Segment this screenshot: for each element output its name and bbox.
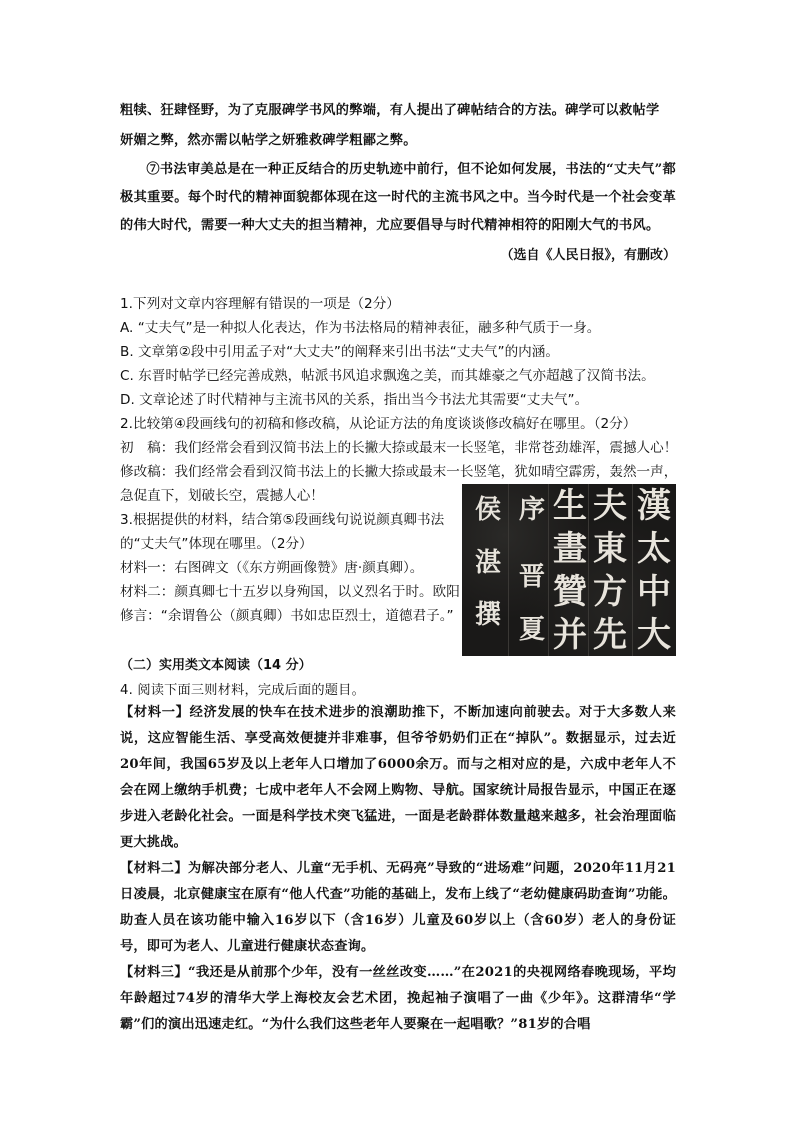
rubbing-column: 生 畫 贊 并 — [553, 485, 587, 655]
material-1-text: 经济发展的快车在技术进步的浪潮助推下，不断加速向前驶去。对于大多数人来说，这应智能生活、享受高效便捷并非难事，但爷爷奶奶们正在“掉队”。数据显示，过去近20年间，我国65岁及以上老年人口增加了6000余万。而与之相对应的是，六成中老年人不会在网上缴纳手机费；七成中老年人不会网上购物、导航。国家统计局报告显示，中国正在逐步进入老龄化社会。一面是科学技术突飞猛进，一面是老龄群体数量越来越多，社会治理面临更大挑战。 — [120, 705, 677, 850]
article-source: （选自《人民日报》，有删改） — [500, 248, 676, 263]
material-3 — [120, 960, 676, 1038]
rubbing-column: 漢 太 中 大 — [637, 485, 671, 655]
paragraph-line: 妍媚之弊，然亦需以帖学之妍雅救碑学粗鄙之弊。 — [120, 133, 417, 148]
question-3-material-2: 材料二：颜真卿七十五岁以身殉国，以义烈名于时。欧阳修言：“余谓鲁公（颜真卿）书如忠臣烈士，道德君子。” — [120, 584, 460, 624]
question-2-revised: 修改稿：我们经常会看到汉简书法上的长撇大捺或最末一长竖笔，犹如晴空霹雳，轰然一声，急促直下，划破长空，震撼人心！ — [120, 464, 678, 504]
material-3-text: “我还是从前那个少年，没有一丝丝改变……”在2021的央视网络春晚现场，平均年龄超过74岁的清华大学上海校友会艺术团，挽起袖子演唱了一曲《少年》。这群清华“学霸”们的演出迅速走红。“为什么我们这些老年人要聚在一起唱歌？”81岁的合唱 — [120, 965, 676, 1032]
rubbing-column: 序 晋 夏 — [518, 495, 545, 645]
rubbing-column: 侯 湛 撰 — [474, 495, 501, 631]
material-1-tag: 【材料一】 — [120, 705, 190, 720]
rubbing-column: 夫 東 方 先 — [593, 485, 627, 655]
question-3-material-1: 材料一：右图碑文（《东方朔画像赞》唐·颜真卿）。 — [120, 560, 424, 576]
material-2-tag: 【材料二】 — [120, 861, 188, 876]
question-1-option-c: C. 东晋时帖学已经完善成熟，帖派书风追求飘逸之美，而其雄豪之气亦超越了汉简书法。 — [120, 368, 655, 384]
material-3-tag: 【材料三】 — [120, 965, 188, 980]
material-2-text: 为解决部分老人、儿童“无手机、无码亮”导致的“进场难”问题，2020年11月21日凌晨，北京健康宝在原有“他人代查”功能的基础上，发布上线了“老幼健康码助查询”功能。助查人员在该功能中输入16岁以下（含16岁）儿童及60岁以上（含60岁）老人的身份证号，即可为老人、儿童进行健康状态查询。 — [120, 861, 677, 954]
section-heading-practical-reading: （二）实用类文本阅读（14 分） — [120, 658, 312, 673]
stele-rubbing-image — [462, 484, 676, 656]
question-2-stem: 2.比较第④段画线句的初稿和修改稿，从论证方法的角度谈谈修改稿好在哪里。（2分） — [120, 416, 637, 432]
material-1 — [120, 700, 676, 856]
question-1-option-d: D. 文章论述了时代精神与主流书风的关系，指出当今书法尤其需要“丈夫气”。 — [120, 392, 589, 408]
question-1-option-a: A. “丈夫气”是一种拟人化表达，作为书法格局的精神表征，融多种气质于一身。 — [120, 320, 601, 336]
article-paragraph-6 — [120, 96, 676, 156]
material-2 — [120, 856, 676, 960]
paragraph-line: 粗犊、狂肆怪野，为了克服碑学书风的弊端，有人提出了碑帖结合的方法。碑学可以救帖学 — [120, 103, 660, 118]
question-3-stem: 3.根据提供的材料，结合第⑤段画线句说说颜真卿书法的“丈夫气”体现在哪里。（2分） — [120, 512, 445, 552]
article-paragraph-7: ⑦书法审美总是在一种正反结合的历史轨迹中前行，但不论如何发展，书法的“丈夫气”都极其重要。每个时代的精神面貌都体现在这一时代的主流书风之中。当今时代是一个社会变革的伟大时代，需要一种大丈夫的担当精神，尤应要倡导与时代精神相符的阳刚大气的书风。 — [120, 162, 676, 233]
question-1-option-b: B. 文章第②段中引用孟子对“大丈夫”的阐释来引出书法“丈夫气”的内涵。 — [120, 344, 559, 360]
question-1-stem: 1.下列对文章内容理解有错误的一项是（2分） — [120, 296, 400, 312]
question-2-draft: 初 稿：我们经常会看到汉简书法上的长撇大捺或最末一长竖笔，非常苍劲雄浑，震撼人心！ — [120, 440, 678, 456]
question-4-stem: 4. 阅读下面三则材料，完成后面的题目。 — [120, 683, 365, 698]
